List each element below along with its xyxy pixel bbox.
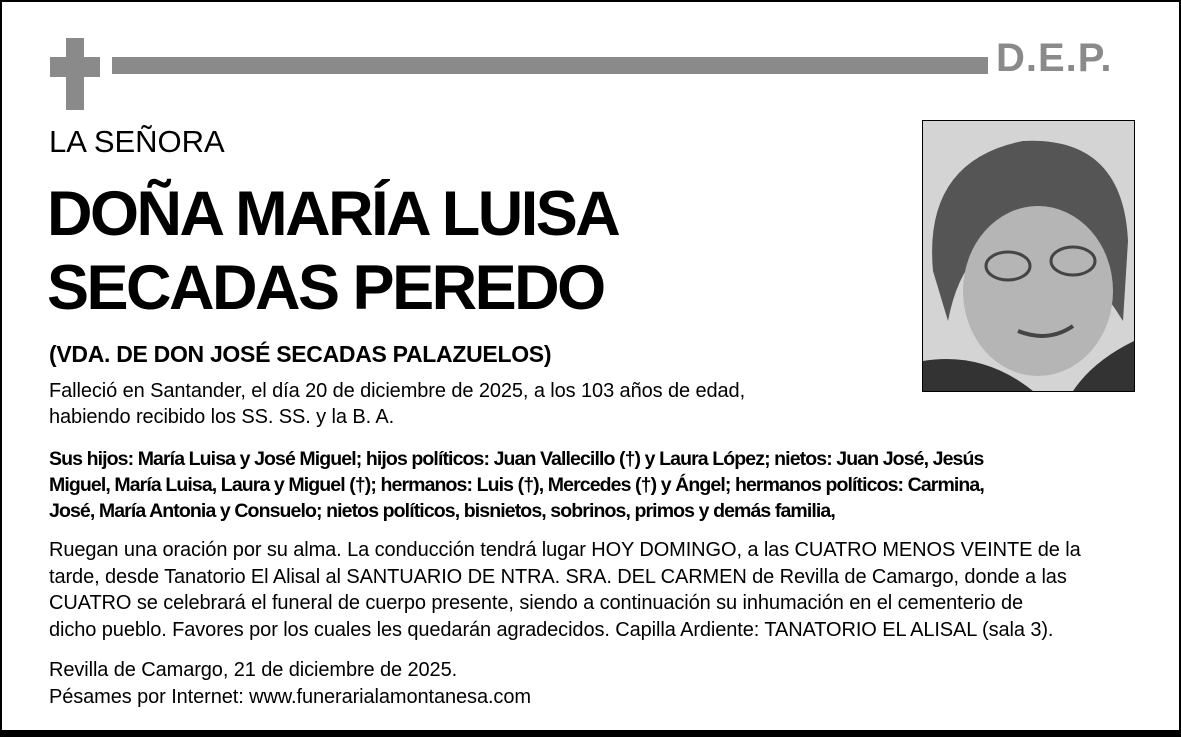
place-date: Revilla de Camargo, 21 de diciembre de 2025. — [49, 659, 458, 681]
family-line: José, María Antonia y Consuelo; nietos políticos, bisnietos, sobrinos, primos y demás familia, — [49, 500, 835, 522]
condolences-link[interactable]: Pésames por Internet: www.funerarialamontanesa.com — [49, 686, 531, 708]
funeral-line: tarde, desde Tanatorio El Alisal al SANTUARIO DE NTRA. SRA. DEL CARMEN de Revilla de Camargo, donde a las — [49, 566, 1067, 588]
family-line: Sus hijos: María Luisa y José Miguel; hijos políticos: Juan Vallecillo (†) y Laura López; nietos: Juan José, Jesús — [49, 448, 984, 470]
deceased-photo — [922, 120, 1135, 392]
death-notice-line: Falleció en Santander, el día 20 de diciembre de 2025, a los 103 años de edad, — [49, 380, 746, 402]
deceased-name-line-1: DOÑA MARÍA LUISA — [47, 179, 619, 249]
funeral-line: dicho pueblo. Favores por los cuales les quedarán agradecidos. Capilla Ardiente: TANATORIO EL ALISAL (sala 3). — [49, 619, 1054, 641]
title-prefix: LA SEÑORA — [49, 124, 225, 159]
funeral-line: Ruegan una oración por su alma. La conducción tendrá lugar HOY DOMINGO, a las CUATRO MENOS VEINTE de la — [49, 539, 1081, 561]
deceased-name-line-2: SECADAS PEREDO — [47, 253, 604, 323]
dep-heading: D.E.P. — [996, 36, 1113, 80]
funeral-line: CUATRO se celebrará el funeral de cuerpo presente, siendo a continuación su inhumación en el cementerio de — [49, 592, 1024, 614]
widow-of: (VDA. DE DON JOSÉ SECADAS PALAZUELOS) — [49, 341, 552, 367]
header-rule — [112, 57, 988, 74]
family-line: Miguel, María Luisa, Laura y Miguel (†); hermanos: Luis (†), Mercedes (†) y Ángel; hermanos políticos: Carmina, — [49, 474, 984, 496]
cross-icon-arm — [50, 57, 100, 77]
death-notice-line: habiendo recibido los SS. SS. y la B. A. — [49, 406, 395, 428]
